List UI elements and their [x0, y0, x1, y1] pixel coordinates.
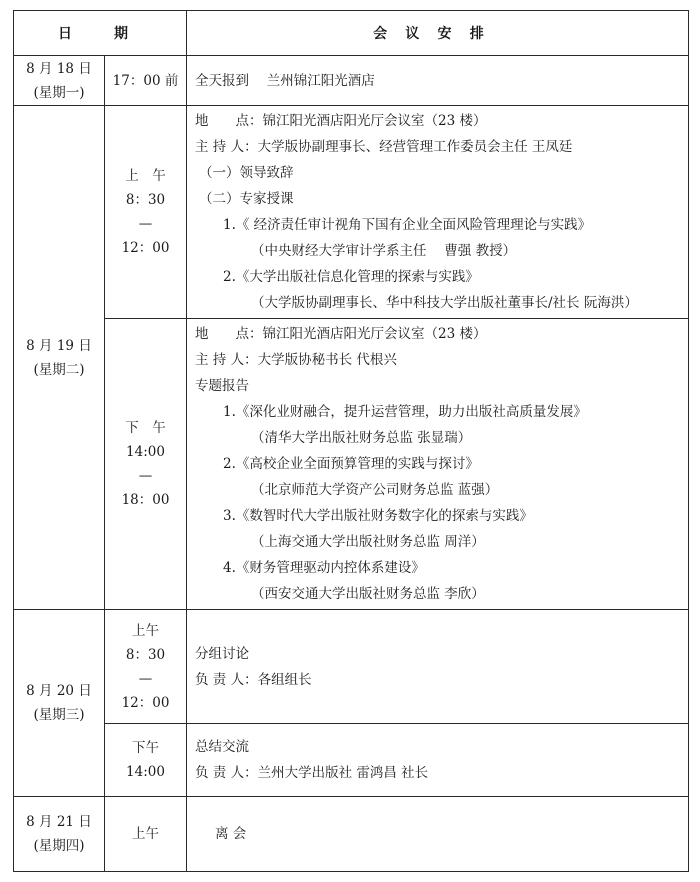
agenda-cell: 全天报到 兰州锦江阳光酒店	[187, 56, 689, 106]
schedule-row-aug19-pm	[14, 319, 689, 610]
agenda-cell	[187, 797, 689, 872]
weekday-label: (星期一)	[33, 84, 85, 101]
agenda-line: 专题报告	[195, 378, 249, 394]
agenda-line: 负 责 人：兰州大学出版社 雷鸿昌 社长	[195, 765, 429, 781]
schedule-row-aug18	[14, 56, 689, 106]
agenda-line: 主 持 人：大学版协秘书长 代根兴	[195, 352, 397, 368]
agenda-line: 主 持 人：大学版协副理事长、经营管理工作委员会主任 王凤廷	[195, 139, 573, 155]
agenda-cell	[187, 319, 689, 610]
header-row	[14, 11, 689, 56]
time-cell: 上午	[105, 797, 187, 872]
agenda-line: 2.《高校企业全面预算管理的实践与探讨》	[223, 456, 479, 472]
weekday-label: (星期二)	[33, 361, 85, 378]
agenda-line: （上海交通大学出版社财务总监 周洋）	[251, 534, 485, 550]
date-label: 8 月 19 日	[26, 337, 92, 354]
agenda-line: （二）专家授课	[199, 191, 294, 207]
date-label: 8 月 20 日	[26, 683, 92, 699]
agenda-line: 分组讨论	[195, 645, 249, 662]
time-cell: 上午 8：30 — 12：00	[105, 610, 187, 724]
agenda-cell	[187, 106, 689, 319]
agenda-line: 3.《数智时代大学出版社财务数字化的探索与实践》	[223, 508, 533, 524]
time-cell: 下午 14:00	[105, 724, 187, 797]
agenda-cell	[187, 724, 689, 797]
time-cell: 17：00 前	[105, 56, 187, 106]
weekday-label: (星期三)	[33, 707, 85, 723]
meeting-schedule-table	[13, 10, 689, 872]
agenda-line: （大学版协副理事长、华中科技大学出版社董事长/社长 阮海洪）	[251, 295, 638, 311]
agenda-line: 1.《深化业财融合，提升运营管理，助力出版社高质量发展》	[223, 404, 587, 420]
schedule-row-aug20-pm	[14, 724, 689, 797]
agenda-line: 2.《大学出版社信息化管理的探索与实践》	[223, 269, 479, 285]
date-column-header: 日 期	[14, 11, 187, 56]
agenda-line: 离 会	[215, 826, 247, 842]
agenda-line: （中央财经大学审计学系主任 曹强 教授）	[251, 243, 517, 259]
agenda-column-header: 会议安排	[187, 11, 689, 56]
agenda-line: 1.《 经济责任审计视角下国有企业全面风险管理理论与实践》	[223, 217, 592, 233]
schedule-row-aug19-am	[14, 106, 689, 319]
agenda-line: （清华大学出版社财务总监 张显瑞）	[251, 430, 472, 446]
weekday-label: (星期四)	[33, 838, 85, 854]
date-cell	[14, 56, 105, 106]
date-cell	[14, 106, 105, 610]
agenda-line: 地 点：锦江阳光酒店阳光厅会议室（23 楼）	[195, 326, 487, 342]
agenda-line: 总结交流	[195, 739, 249, 755]
schedule-row-aug21	[14, 797, 689, 872]
agenda-line: 4.《财务管理驱动内控体系建设》	[223, 560, 425, 576]
date-label: 8 月 21 日	[26, 814, 92, 830]
date-label: 8 月 18 日	[26, 60, 92, 77]
agenda-cell	[187, 610, 689, 724]
time-cell: 上 午 8：30 — 12：00	[105, 106, 187, 319]
date-cell	[14, 797, 105, 872]
schedule-row-aug20-am	[14, 610, 689, 724]
agenda-line: 负 责 人：各组组长	[195, 671, 312, 688]
date-cell	[14, 610, 105, 797]
agenda-line: 地 点：锦江阳光酒店阳光厅会议室（23 楼）	[195, 113, 487, 129]
agenda-line: （一）领导致辞	[199, 165, 294, 181]
agenda-line: （西安交通大学出版社财务总监 李欣）	[251, 586, 485, 602]
agenda-line: （北京师范大学资产公司财务总监 蓝强）	[251, 482, 499, 498]
time-cell: 下 午 14:00 — 18：00	[105, 319, 187, 610]
